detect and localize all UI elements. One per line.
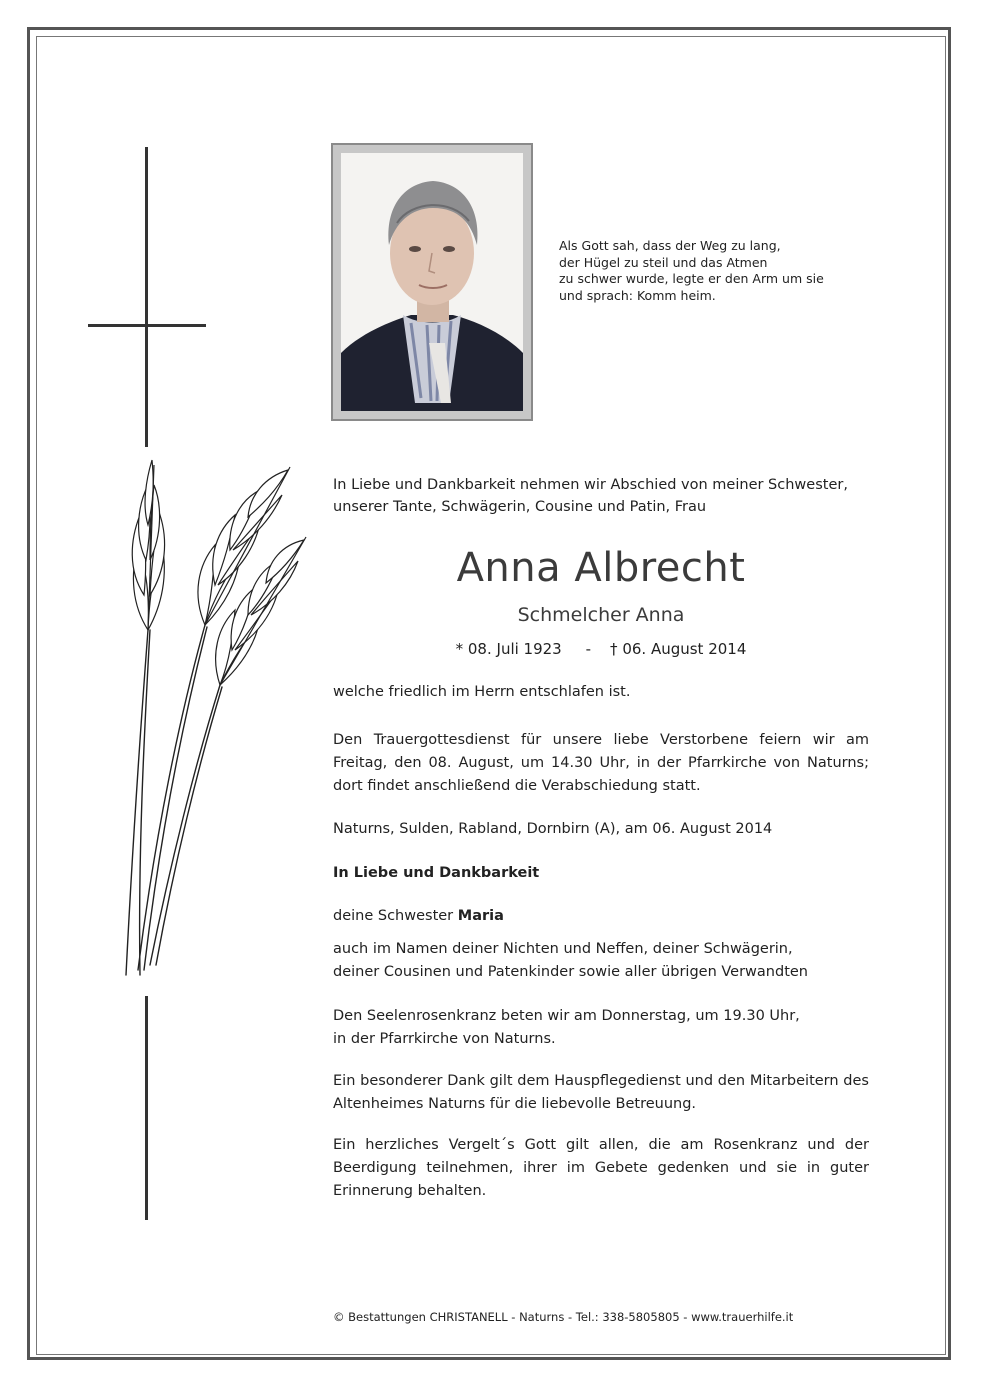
- footer-credit: © Bestattungen CHRISTANELL - Naturns - Tel.: 338-5805805 - www.trauerhilfe.it: [333, 1310, 794, 1324]
- poem-line: zu schwer wurde, legte er den Arm um sie: [559, 271, 824, 286]
- cross-horizontal-bar: [88, 324, 206, 327]
- wheat-head-1: [132, 460, 164, 630]
- rosary-line: in der Pfarrkirche von Naturns.: [333, 1031, 556, 1047]
- paragraph-places-date: Naturns, Sulden, Rabland, Dornbirn (A), am 06. August 2014: [333, 821, 773, 837]
- paragraph-passed-away: welche friedlich im Herrn entschlafen ist.: [333, 684, 631, 700]
- wheat-illustration: [110, 455, 310, 995]
- poem-line: der Hügel zu steil und das Atmen: [559, 254, 768, 270]
- sister-prefix: deine Schwester: [333, 908, 458, 924]
- paragraph-funeral-service: Den Trauergottesdienst für unsere liebe Verstorbene feiern wir am Freitag, den 08. August, um 14.30 Uhr, in der Pfarrkirche von Naturns; dort findet anschließend die Verabschiedung statt.: [333, 732, 869, 794]
- paragraph-in-love: In Liebe und Dankbarkeit: [333, 865, 540, 881]
- paragraph-thanks-care: Ein besonderer Dank gilt dem Hauspflegedienst und den Mitarbeitern des Altenheimes Naturns für die liebevolle Betreuung.: [333, 1073, 869, 1112]
- paragraph-thanks-all: Ein herzliches Vergelt´s Gott gilt allen, die am Rosenkranz und der Beerdigung teilnehmen, ihrer im Gebete gedenken und sie in guter Erinnerung behalten.: [333, 1137, 869, 1199]
- poem-line: und sprach: Komm heim.: [559, 287, 716, 303]
- paragraph-sister: [333, 905, 869, 928]
- portrait-photo: [341, 153, 523, 411]
- cross-vertical-bar: [145, 147, 148, 447]
- deceased-nickname: Schmelcher Anna: [517, 604, 685, 626]
- intro-line: In Liebe und Dankbarkeit nehmen wir Abschied von meiner Schwester,: [333, 477, 848, 493]
- poem-line: Als Gott sah, dass der Weg zu lang,: [559, 238, 781, 253]
- rosary-line: Den Seelenrosenkranz beten wir am Donnerstag, um 19.30 Uhr,: [333, 1008, 800, 1024]
- paragraph-relatives: [333, 938, 869, 984]
- sister-name: Maria: [457, 908, 504, 924]
- paragraph-rosary: [333, 1005, 869, 1051]
- intro-text: [333, 474, 893, 518]
- deceased-name: Anna Albrecht: [456, 545, 746, 591]
- lower-vertical-line: [145, 996, 148, 1220]
- relatives-line: deiner Cousinen und Patenkinder sowie aller übrigen Verwandten: [333, 964, 808, 980]
- life-dates: * 08. Juli 1923 - † 06. August 2014: [455, 640, 747, 658]
- relatives-line: auch im Namen deiner Nichten und Neffen, deiner Schwägerin,: [333, 941, 793, 957]
- portrait-photo-frame: [331, 143, 533, 421]
- wheat-head-3: [216, 537, 306, 685]
- intro-line: unserer Tante, Schwägerin, Cousine und Patin, Frau: [333, 499, 707, 515]
- poem: [559, 238, 859, 304]
